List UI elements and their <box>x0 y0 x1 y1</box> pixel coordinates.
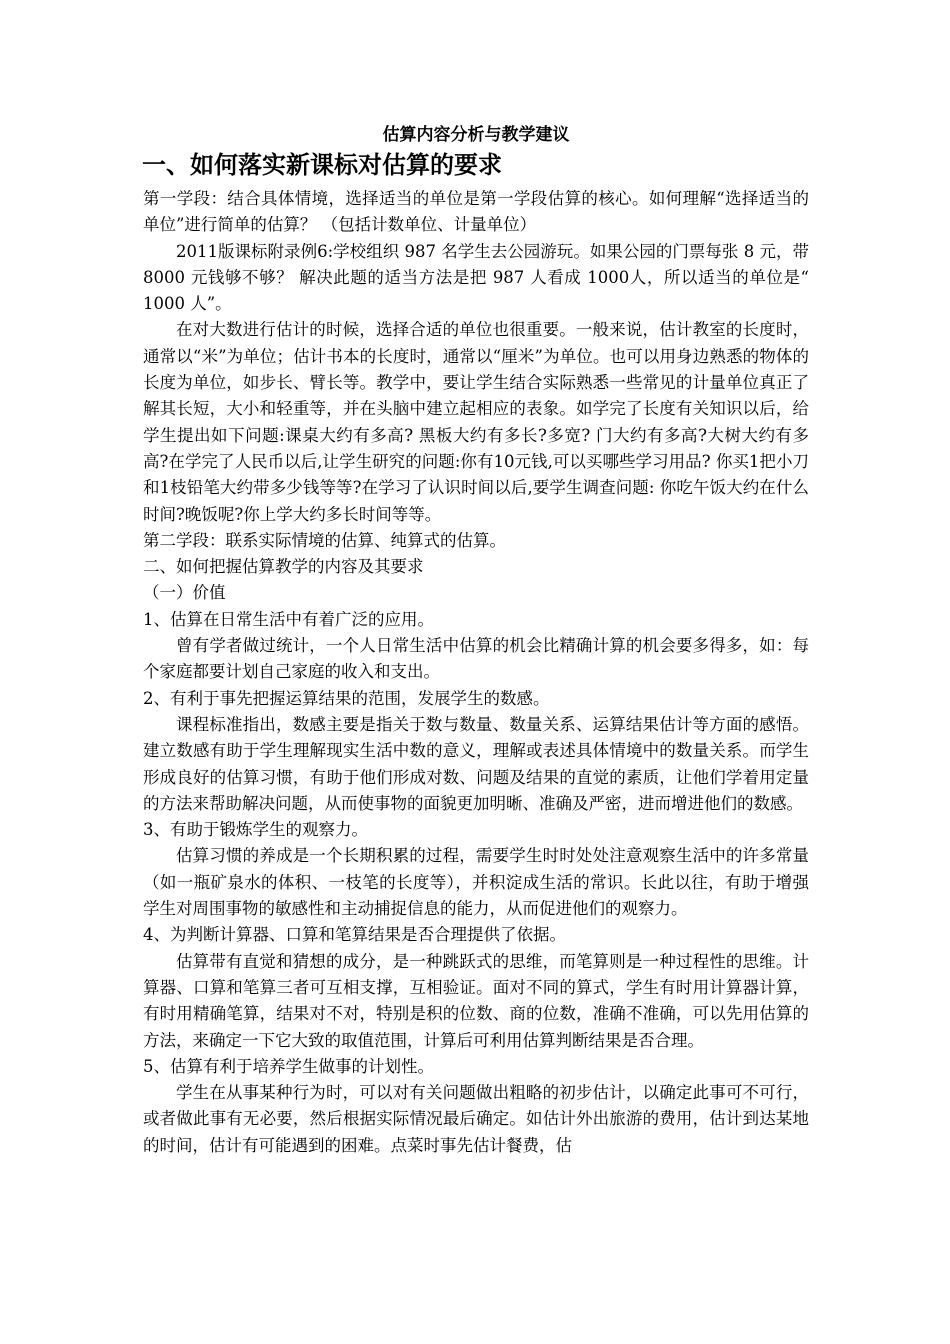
paragraph: 第二学段：联系实际情境的估算、纯算式的估算。 <box>143 530 506 550</box>
paragraph: 课程标准指出，数感主要是指关于数与数量、数量关系、运算结果估计等方面的感悟。建立数感有助于学生理解现实生活中数的意义，理解或表述具体情境中的数量关系。而学生形成良好的估算习惯，有助于他们形成对数、问题及结果的直觉的素质，让他们学着用定量的方法来帮助解决问题，从而使事物的面貌更加明晰、准确及严密，进而增进他们的数感。 <box>143 714 809 813</box>
document-title: 估算内容分析与教学建议 <box>382 125 570 145</box>
paragraph: 估算习惯的养成是一个长期积累的过程，需要学生时时处处注意观察生活中的许多常量（如一瓶矿泉水的体积、一枝笔的长度等），并积淀成生活的常识。长此以往，有助于增强学生对周围事物的敏感性和主动捕捉信息的能力，从而促进他们的观察力。 <box>143 846 809 919</box>
document-page <box>143 122 809 1159</box>
paragraph: 估算带有直觉和猜想的成分，是一种跳跃式的思维，而笔算则是一种过程性的思维。计算器、口算和笔算三者可互相支撑，互相验证。面对不同的算式，学生有时用计算器计算，有时用精确笔算，结果对不对，特别是积的位数、商的位数，准确不准确，可以先用估算的方法，来确定一下它大致的取值范围，计算后可利用估算判断结果是否合理。 <box>143 951 809 1050</box>
paragraph: 5、估算有利于培养学生做事的计划性。 <box>143 1056 434 1076</box>
paragraph: 4、为判断计算器、口算和笔算结果是否合理提供了依据。 <box>143 925 566 945</box>
paragraph: 曾有学者做过统计，一个人日常生活中估算的机会比精确计算的机会要多得多，如：每个家庭都要计划自己家庭的收入和支出。 <box>143 636 809 682</box>
paragraph: 在对大数进行估计的时候，选择合适的单位也很重要。一般来说，估计教室的长度时，通常以“米”为单位；估计书本的长度时，通常以“厘米”为单位。也可以用身边熟悉的物体的长度为单位，如步长、臂长等。教学中，要让学生结合实际熟悉一些常见的计量单位真正了解其长短，大小和轻重等，并在头脑中建立起相应的表象。如学完了长度有关知识以后，给学生提出如下问题:课桌大约有多高? 黑板大约有多长?多宽? 门大约有多高?大树大约有多高?在学完了人民币以后,让学生研究的问题:你有10元钱,可以买哪些学习用品? 你买1把小刀和1枝铅笔大约带多少钱等等?在学习了认识时间以后,要学生调查问题: 你吃午饭大约在什么时间?晚饭呢?你上学大约多长时间等等。 <box>143 320 809 524</box>
paragraph: 2、有利于事先把握运算结果的范围，发展学生的数感。 <box>143 688 550 708</box>
paragraph: 3、有助于锻炼学生的观察力。 <box>143 820 368 840</box>
paragraph: 1、估算在日常生活中有着广泛的应用。 <box>143 609 434 629</box>
section-heading: 一、如何落实新课标对估算的要求 <box>142 151 502 179</box>
paragraph: 第一学段：结合具体情境，选择适当的单位是第一学段估算的核心。如何理解“选择适当的单位”进行简单的估算？ （包括计数单位、计量单位） <box>143 189 809 235</box>
paragraph: 学生在从事某种行为时，可以对有关问题做出粗略的初步估计，以确定此事可不可行，或者做此事有无必要，然后根据实际情况最后确定。如估计外出旅游的费用，估计到达某地的时间，估计有可能遇到的困难。点菜时事先估计餐费，估 <box>143 1083 809 1155</box>
paragraph: （一）价值 <box>143 583 226 603</box>
document-body <box>143 186 809 1159</box>
paragraph: 二、如何把握估算教学的内容及其要求 <box>143 557 424 577</box>
paragraph: 2011版课标附录例6:学校组织 987 名学生去公园游玩。如果公园的门票每张 8 元，带 8000 元钱够不够？ 解决此题的适当方法是把 987 人看成 1000人，所以适当的单位是“ 1000 人”。 <box>143 241 809 314</box>
